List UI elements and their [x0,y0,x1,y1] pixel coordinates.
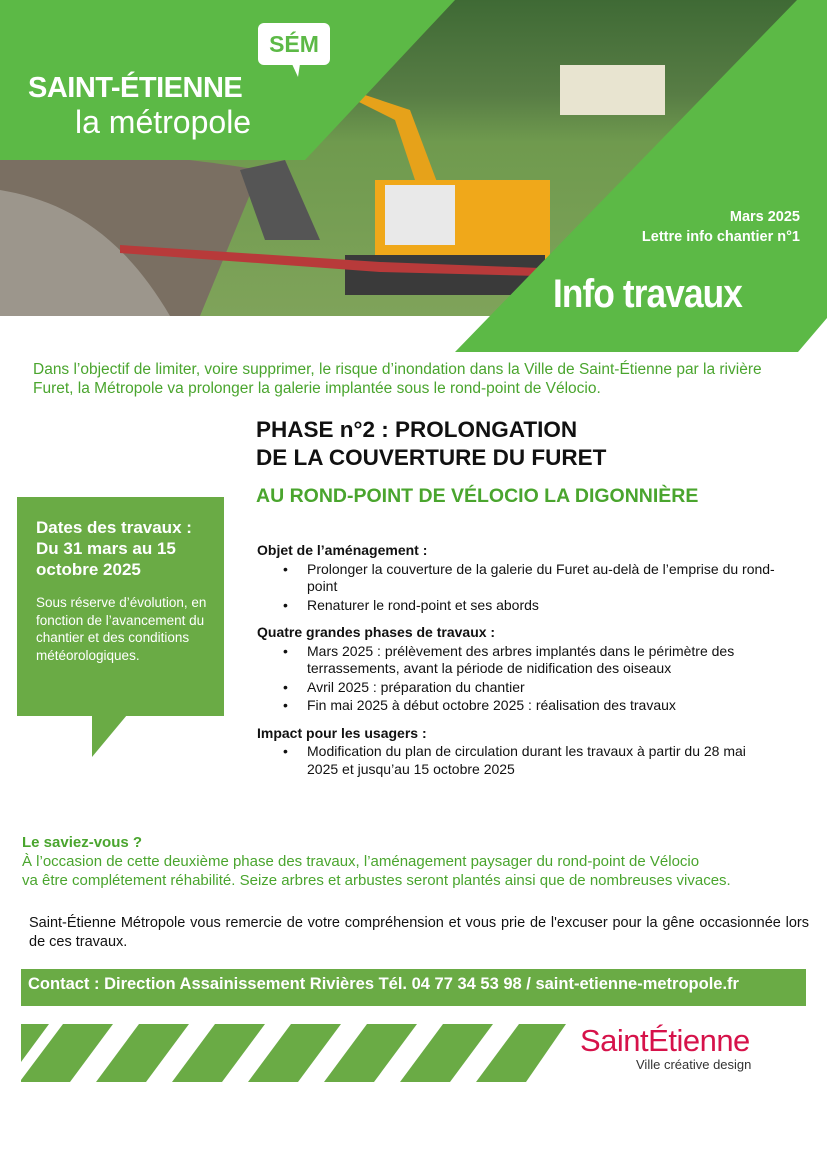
intro-paragraph: Dans l’objectif de limiter, voire supprimer, le risque d’inondation dans la Ville de Saint-Étienne par la rivière Furet, la Métropole va prolonger la galerie implantée sous le rond-point de Vélocio. [33,361,762,397]
section-title: Impact pour les usagers : [257,724,427,741]
phase-subtitle: AU ROND-POINT DE VÉLOCIO LA DIGONNIÈRE [256,485,699,507]
dates-note: Sous réserve d’évolution, en fonction de l’avancement du chantier et des conditions météorologiques. [36,595,207,663]
phase-title-line1: PHASE n°2 : PROLONGATION [256,417,578,442]
section-title: Objet de l’aménagement : [257,542,428,558]
list-item: • Fin mai 2025 à début octobre 2025 : réalisation des travaux [257,697,777,715]
did-you-know-title: Le saviez-vous ? [22,834,143,851]
phase-title [256,416,606,472]
thanks-paragraph: Saint-Étienne Métropole vous remercie de votre compréhension et vous prie de l'excuser pour la gêne occasionnée lors de ces travaux. [29,915,809,950]
logo-saint-etienne: SAINT-ÉTIENNE [28,72,243,104]
list-item: • Prolonger la couverture de la galerie du Furet au-delà de l’emprise du rond-point [257,561,777,596]
saint-etienne-logo: SaintÉtienne [580,1023,750,1058]
dates-callout [17,497,224,716]
dates-title: Dates des travaux : Du 31 mars au 15 octobre 2025 [36,518,192,579]
contact-bar: Contact : Direction Assainissement Rivières Tél. 04 77 34 53 98 / saint-etienne-metropole.fr [21,969,806,1006]
phase-title-line2: DE LA COUVERTURE DU FURET [256,445,607,470]
logo-la-metropole: la métropole [75,104,252,140]
did-you-know-line1: À l’occasion de cette deuxième phase des travaux, l’aménagement paysager du rond-point de Vélocio [22,853,700,870]
list-item: • Modification du plan de circulation durant les travaux à partir du 28 mai 2025 et jusqu’au 15 octobre 2025 [257,743,777,778]
did-you-know [22,833,731,890]
photo-truck [560,65,665,115]
details-content [257,542,777,778]
hazard-stripes [21,1024,566,1082]
issue-number: Lettre info chantier n°1 [641,229,800,245]
sem-logo-badge: SÉM [258,23,330,65]
info-travaux-banner: Info travaux [553,272,742,316]
did-you-know-line2: va être complétement réhabilité. Seize arbres et arbustes seront plantés ainsi que de nombreuses vivaces. [22,872,731,889]
callout-tail [92,715,127,757]
list-item: • Avril 2025 : préparation du chantier [257,679,777,697]
list-item: • Renaturer le rond-point et ses abords [257,597,777,615]
saint-etienne-tagline: Ville créative design [636,1057,752,1072]
issue-info [642,207,800,247]
section-title: Quatre grandes phases de travaux : [257,624,496,640]
list-item: • Mars 2025 : prélèvement des arbres implantés dans le périmètre des terrassements, avant la période de nidification des oiseaux [257,643,777,678]
issue-date: Mars 2025 [729,209,800,225]
